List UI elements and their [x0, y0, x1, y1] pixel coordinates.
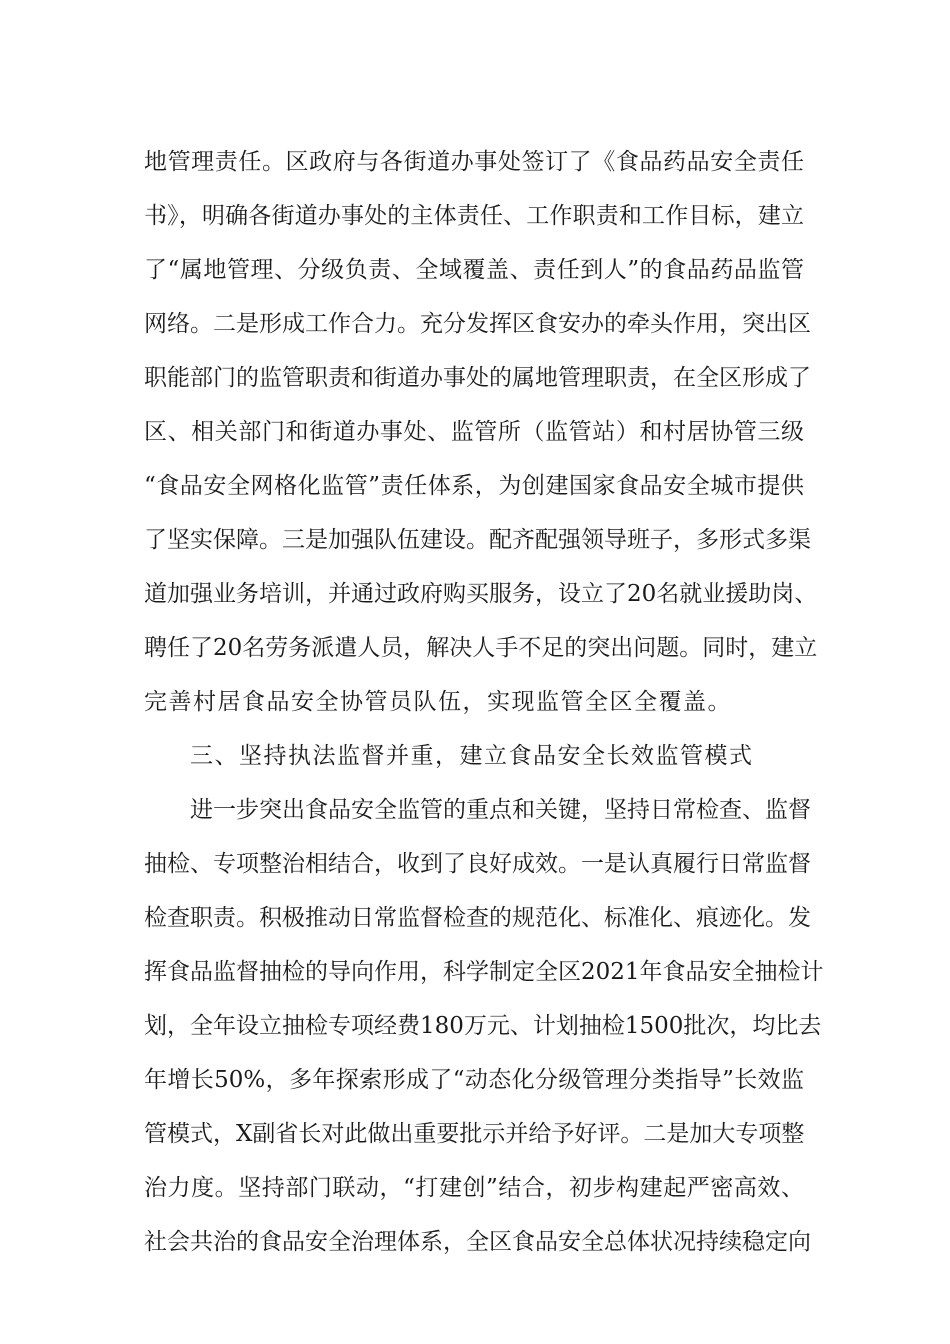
text-line: 区、相关部门和街道办事处、监管所（监管站）和村居协管三级 — [144, 419, 804, 445]
text-line: 道加强业务培训，并通过政府购买服务，设立了20名就业援助岗、 — [144, 581, 818, 607]
text-line: 划，全年设立抽检专项经费180万元、计划抽检1500批次，均比去 — [144, 1013, 822, 1039]
text-line: 挥食品监督抽检的导向作用，科学制定全区2021年食品安全抽检计 — [144, 959, 824, 985]
text-line: 了“属地管理、分级负责、全域覆盖、责任到人”的食品药品监管 — [144, 257, 804, 283]
section-heading: 三、坚持执法监督并重，建立食品安全长效监管模式 — [190, 743, 754, 769]
text-line: 地管理责任。区政府与各街道办事处签订了《食品药品安全责任 — [144, 149, 804, 175]
text-line: 年增长50%，多年探索形成了“动态化分级管理分类指导”长效监 — [144, 1067, 804, 1093]
text-line-paragraph-end: 完善村居食品安全协管员队伍，实现监管全区全覆盖。 — [144, 689, 732, 715]
body-text — [144, 143, 824, 1277]
text-line: 书》，明确各街道办事处的主体责任、工作职责和工作目标，建立 — [144, 203, 804, 229]
text-line: 管模式，X副省长对此做出重要批示并给予好评。二是加大专项整 — [144, 1121, 805, 1147]
text-line: 网络。二是形成工作合力。充分发挥区食安办的牵头作用，突出区 — [144, 311, 811, 337]
text-line: 抽检、专项整治相结合，收到了良好成效。一是认真履行日常监督 — [144, 851, 811, 877]
text-line: 社会共治的食品安全治理体系，全区食品安全总体状况持续稳定向 — [144, 1229, 811, 1255]
text-line: 检查职责。积极推动日常监督检查的规范化、标准化、痕迹化。发 — [144, 905, 811, 931]
text-line: 治力度。坚持部门联动，“打建创”结合，初步构建起严密高效、 — [144, 1175, 804, 1201]
text-line: 了坚实保障。三是加强队伍建设。配齐配强领导班子，多形式多渠 — [144, 527, 811, 553]
text-line: “食品安全网格化监管”责任体系，为创建国家食品安全城市提供 — [144, 473, 804, 499]
text-line: 聘任了20名劳务派遣人员，解决人手不足的突出问题。同时，建立 — [144, 635, 818, 661]
text-line: 职能部门的监管职责和街道办事处的属地管理职责，在全区形成了 — [144, 365, 811, 391]
text-line-paragraph-start: 进一步突出食品安全监管的重点和关键，坚持日常检查、监督 — [190, 797, 811, 823]
